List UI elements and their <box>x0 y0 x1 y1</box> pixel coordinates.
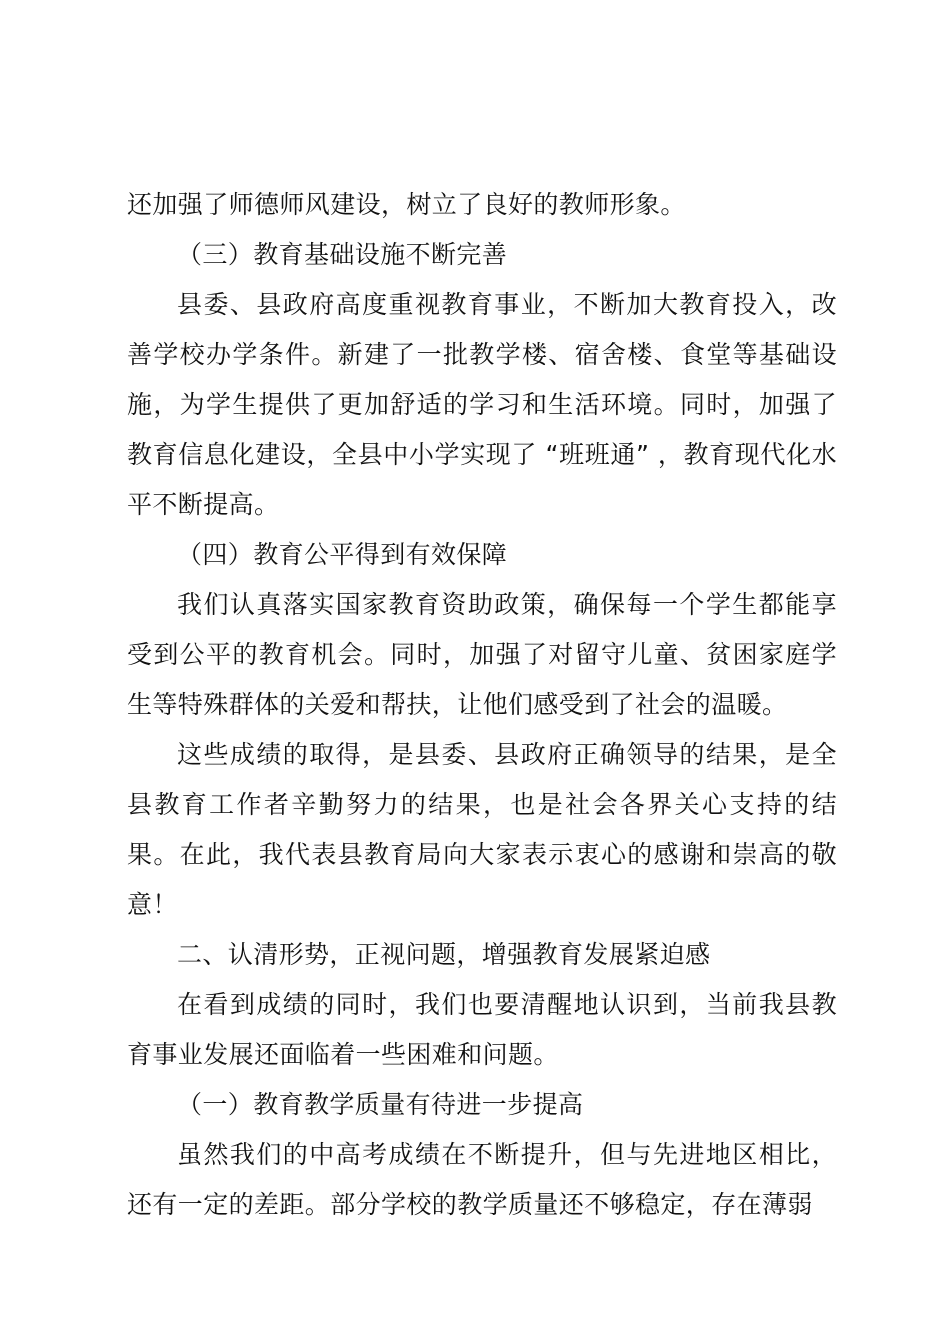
paragraph-achievements: 这些成绩的取得，是县委、县政府正确领导的结果，是全县教育工作者辛勤努力的结果，也是社会各界关心支持的结果。在此，我代表县教育局向大家表示衷心的感谢和崇高的敬意！ <box>127 740 837 919</box>
section-heading-part-two: 二、认清形势，正视问题，增强教育发展紧迫感 <box>177 940 711 969</box>
paragraph-quality: 虽然我们的中高考成绩在不断提升，但与先进地区相比，还有一定的差距。部分学校的教学质量还不够稳定，存在薄弱 <box>127 1140 837 1219</box>
paragraph-equity: 我们认真落实国家教育资助政策，确保每一个学生都能享受到公平的教育机会。同时，加强了对留守儿童、贫困家庭学生等特殊群体的关爱和帮扶，让他们感受到了社会的温暖。 <box>127 590 837 719</box>
paragraph-problems-intro: 在看到成绩的同时，我们也要清醒地认识到，当前我县教育事业发展还面临着一些困难和问题。 <box>127 990 837 1069</box>
section-heading-infrastructure: （三）教育基础设施不断完善 <box>177 240 508 269</box>
paragraph-continuation: 还加强了师德师风建设，树立了良好的教师形象。 <box>127 190 686 219</box>
section-heading-equity: （四）教育公平得到有效保障 <box>177 540 508 569</box>
document-body <box>127 180 837 1230</box>
paragraph-infrastructure: 县委、县政府高度重视教育事业，不断加大教育投入，改善学校办学条件。新建了一批教学楼、宿舍楼、食堂等基础设施，为学生提供了更加舒适的学习和生活环境。同时，加强了教育信息化建设，全县中小学实现了 “班班通” ，教育现代化水平不断提高。 <box>127 290 837 519</box>
section-heading-quality: （一）教育教学质量有待进一步提高 <box>177 1090 584 1119</box>
